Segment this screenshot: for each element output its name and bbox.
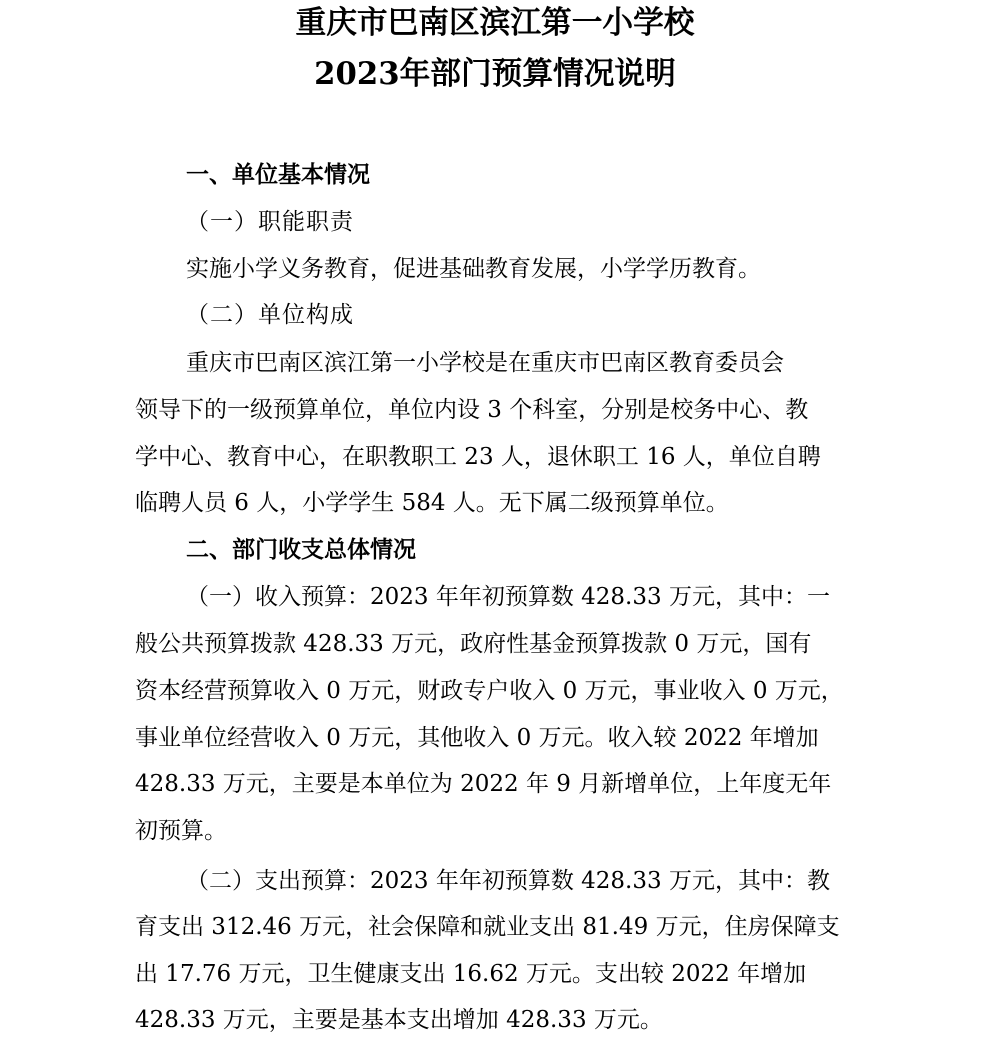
document-title-line1: 重庆市巴南区滨江第一小学校 bbox=[295, 5, 695, 41]
expense-line: （二）支出预算：2023 年年初预算数 428.33 万元，其中：教 bbox=[186, 868, 830, 894]
income-line: 事业单位经营收入 0 万元，其他收入 0 万元。收入较 2022 年增加 bbox=[135, 725, 819, 751]
income-line: 428.33 万元，主要是本单位为 2022 年 9 月新增单位，上年度无年 bbox=[135, 771, 832, 797]
income-line: 般公共预算拨款 428.33 万元，政府性基金预算拨款 0 万元，国有 bbox=[135, 631, 812, 657]
section1-sub2-line: 临聘人员 6 人，小学学生 584 人。无下属二级预算单位。 bbox=[135, 490, 729, 516]
section1-sub2-heading: （二）单位构成 bbox=[186, 302, 354, 328]
expense-line: 428.33 万元，主要是基本支出增加 428.33 万元。 bbox=[135, 1007, 663, 1033]
section1-sub1-heading: （一）职能职责 bbox=[186, 209, 354, 235]
income-line: 初预算。 bbox=[135, 818, 227, 844]
income-line: 资本经营预算收入 0 万元，财政专户收入 0 万元，事业收入 0 万元， bbox=[135, 678, 844, 704]
section1-sub2-line: 学中心、教育中心，在职教职工 23 人，退休职工 16 人，单位自聘 bbox=[135, 444, 821, 470]
expense-line: 育支出 312.46 万元，社会保障和就业支出 81.49 万元，住房保障支 bbox=[135, 914, 840, 940]
income-line: （一）收入预算：2023 年年初预算数 428.33 万元，其中：一 bbox=[186, 584, 830, 610]
section1-sub1-text: 实施小学义务教育，促进基础教育发展，小学学历教育。 bbox=[186, 256, 761, 282]
section1-heading: 一、单位基本情况 bbox=[186, 161, 370, 188]
document-title-line2: 2023年部门预算情况说明 bbox=[314, 56, 676, 92]
section1-sub2-line: 领导下的一级预算单位，单位内设 3 个科室，分别是校务中心、教 bbox=[135, 397, 809, 423]
section1-sub2-line: 重庆市巴南区滨江第一小学校是在重庆市巴南区教育委员会 bbox=[186, 350, 784, 376]
section2-heading: 二、部门收支总体情况 bbox=[186, 536, 416, 563]
expense-line: 出 17.76 万元，卫生健康支出 16.62 万元。支出较 2022 年增加 bbox=[135, 961, 807, 987]
